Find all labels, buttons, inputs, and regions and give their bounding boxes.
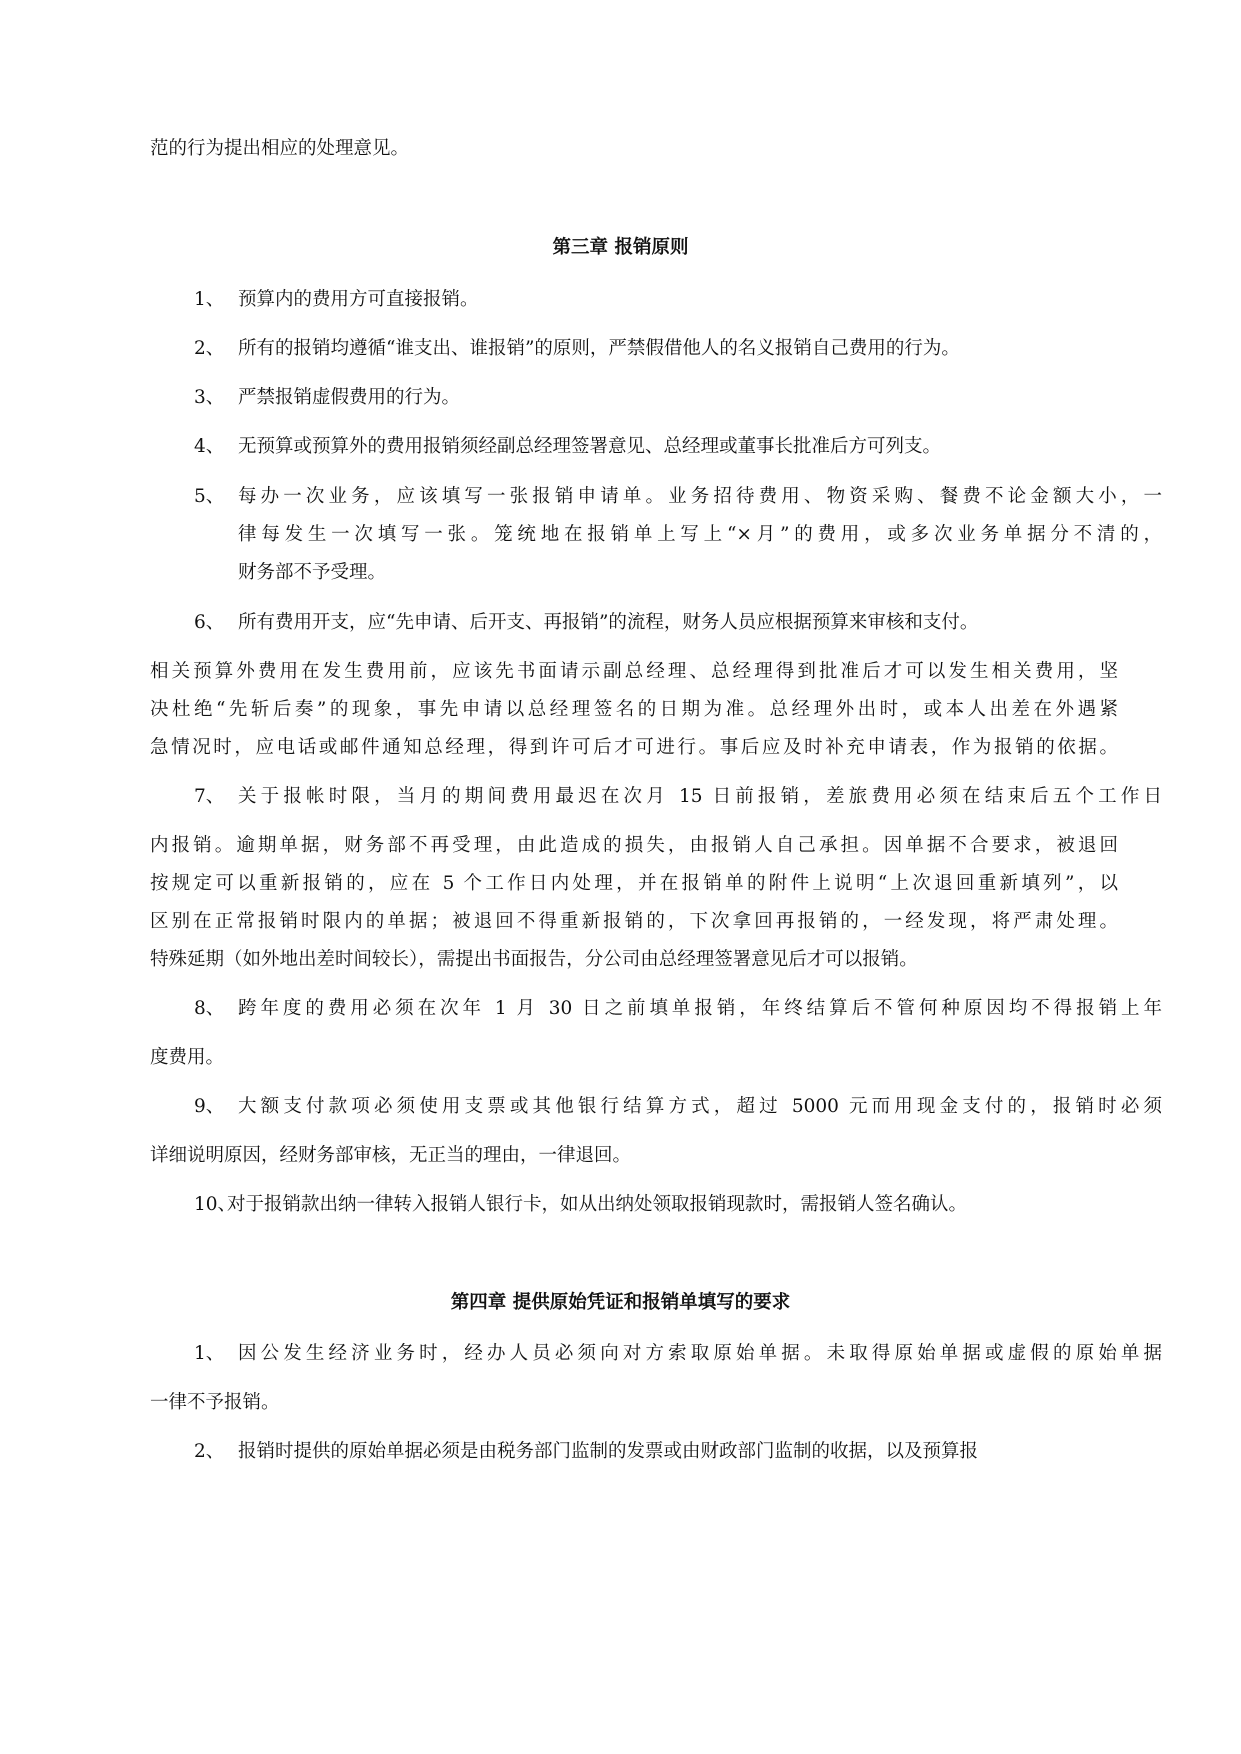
- item-text: 严禁报销虚假费用的行为。: [238, 387, 461, 408]
- item-number: 2、: [194, 338, 225, 359]
- item-text: 律每发生一次填写一张。笼统地在报销单上写上“×月”的费用，或多次业务单据分不清的，: [238, 524, 1162, 545]
- intro-continuation-line: 范的行为提出相应的处理意见。: [150, 138, 410, 159]
- item-text: 度费用。: [150, 1047, 225, 1068]
- item-number: 3、: [194, 387, 225, 408]
- item-text: 内报销。逾期单据，财务部不再受理，由此造成的损失，由报销人自己承担。因单据不合要求，被退回: [150, 835, 1118, 856]
- chapter-3-title: 第三章 报销原则: [552, 237, 689, 258]
- item-number: 5、: [194, 486, 225, 507]
- item-text: 急情况时，应电话或邮件通知总经理，得到许可后才可进行。事后应及时补充申请表，作为报销的依据。: [150, 737, 1118, 758]
- item-text: 预算内的费用方可直接报销。: [238, 289, 479, 310]
- item-text: 所有费用开支，应“先申请、后开支、再报销”的流程，财务人员应根据预算来审核和支付。: [238, 612, 979, 633]
- item-text: 所有的报销均遵循“谁支出、谁报销”的原则，严禁假借他人的名义报销自己费用的行为。: [238, 338, 960, 359]
- chapter-4-title: 第四章 提供原始凭证和报销单填写的要求: [450, 1292, 791, 1313]
- item-text: 无预算或预算外的费用报销须经副总经理签署意见、总经理或董事长批准后方可列支。: [238, 436, 942, 457]
- item-number: 4、: [194, 436, 225, 457]
- item-number: 1、: [194, 1343, 225, 1364]
- item-text: 关于报帐时限，当月的期间费用最迟在次月 15 日前报销，差旅费用必须在结束后五个工作日: [238, 786, 1162, 807]
- item-text: 详细说明原因，经财务部审核，无正当的理由，一律退回。: [150, 1145, 632, 1166]
- item-number: 10、: [194, 1194, 237, 1215]
- item-number: 9、: [194, 1096, 225, 1117]
- item-text: 财务部不予受理。: [238, 562, 387, 583]
- item-number: 1、: [194, 289, 225, 310]
- item-text: 决杜绝“先斩后奏”的现象，事先申请以总经理签名的日期为准。总经理外出时，或本人出差在外遇紧: [150, 699, 1118, 720]
- item-text: 对于报销款出纳一律转入报销人银行卡，如从出纳处领取报销现款时，需报销人签名确认。: [227, 1194, 968, 1215]
- item-text: 一律不予报销。: [150, 1392, 280, 1413]
- item-text: 区别在正常报销时限内的单据；被退回不得重新报销的，下次拿回再报销的，一经发现，将严肃处理。: [150, 911, 1118, 932]
- item-text: 按规定可以重新报销的，应在 5 个工作日内处理，并在报销单的附件上说明“上次退回重新填列”，以: [150, 873, 1118, 894]
- item-text: 相关预算外费用在发生费用前，应该先书面请示副总经理、总经理得到批准后才可以发生相关费用，坚: [150, 661, 1118, 682]
- item-text: 大额支付款项必须使用支票或其他银行结算方式，超过 5000 元而用现金支付的，报销时必须: [238, 1096, 1162, 1117]
- item-number: 6、: [194, 612, 225, 633]
- item-text: 每办一次业务，应该填写一张报销申请单。业务招待费用、物资采购、餐费不论金额大小，一: [238, 486, 1162, 507]
- item-text: 特殊延期（如外地出差时间较长），需提出书面报告，分公司由总经理签署意见后才可以报销。: [150, 949, 918, 970]
- item-number: 2、: [194, 1441, 225, 1462]
- item-text: 因公发生经济业务时，经办人员必须向对方索取原始单据。未取得原始单据或虚假的原始单据: [238, 1343, 1162, 1364]
- item-text: 跨年度的费用必须在次年 1 月 30 日之前填单报销，年终结算后不管何种原因均不得报销上年: [238, 998, 1162, 1019]
- item-text: 报销时提供的原始单据必须是由税务部门监制的发票或由财政部门监制的收据，以及预算报: [238, 1441, 979, 1462]
- item-number: 8、: [194, 998, 225, 1019]
- item-number: 7、: [194, 786, 225, 807]
